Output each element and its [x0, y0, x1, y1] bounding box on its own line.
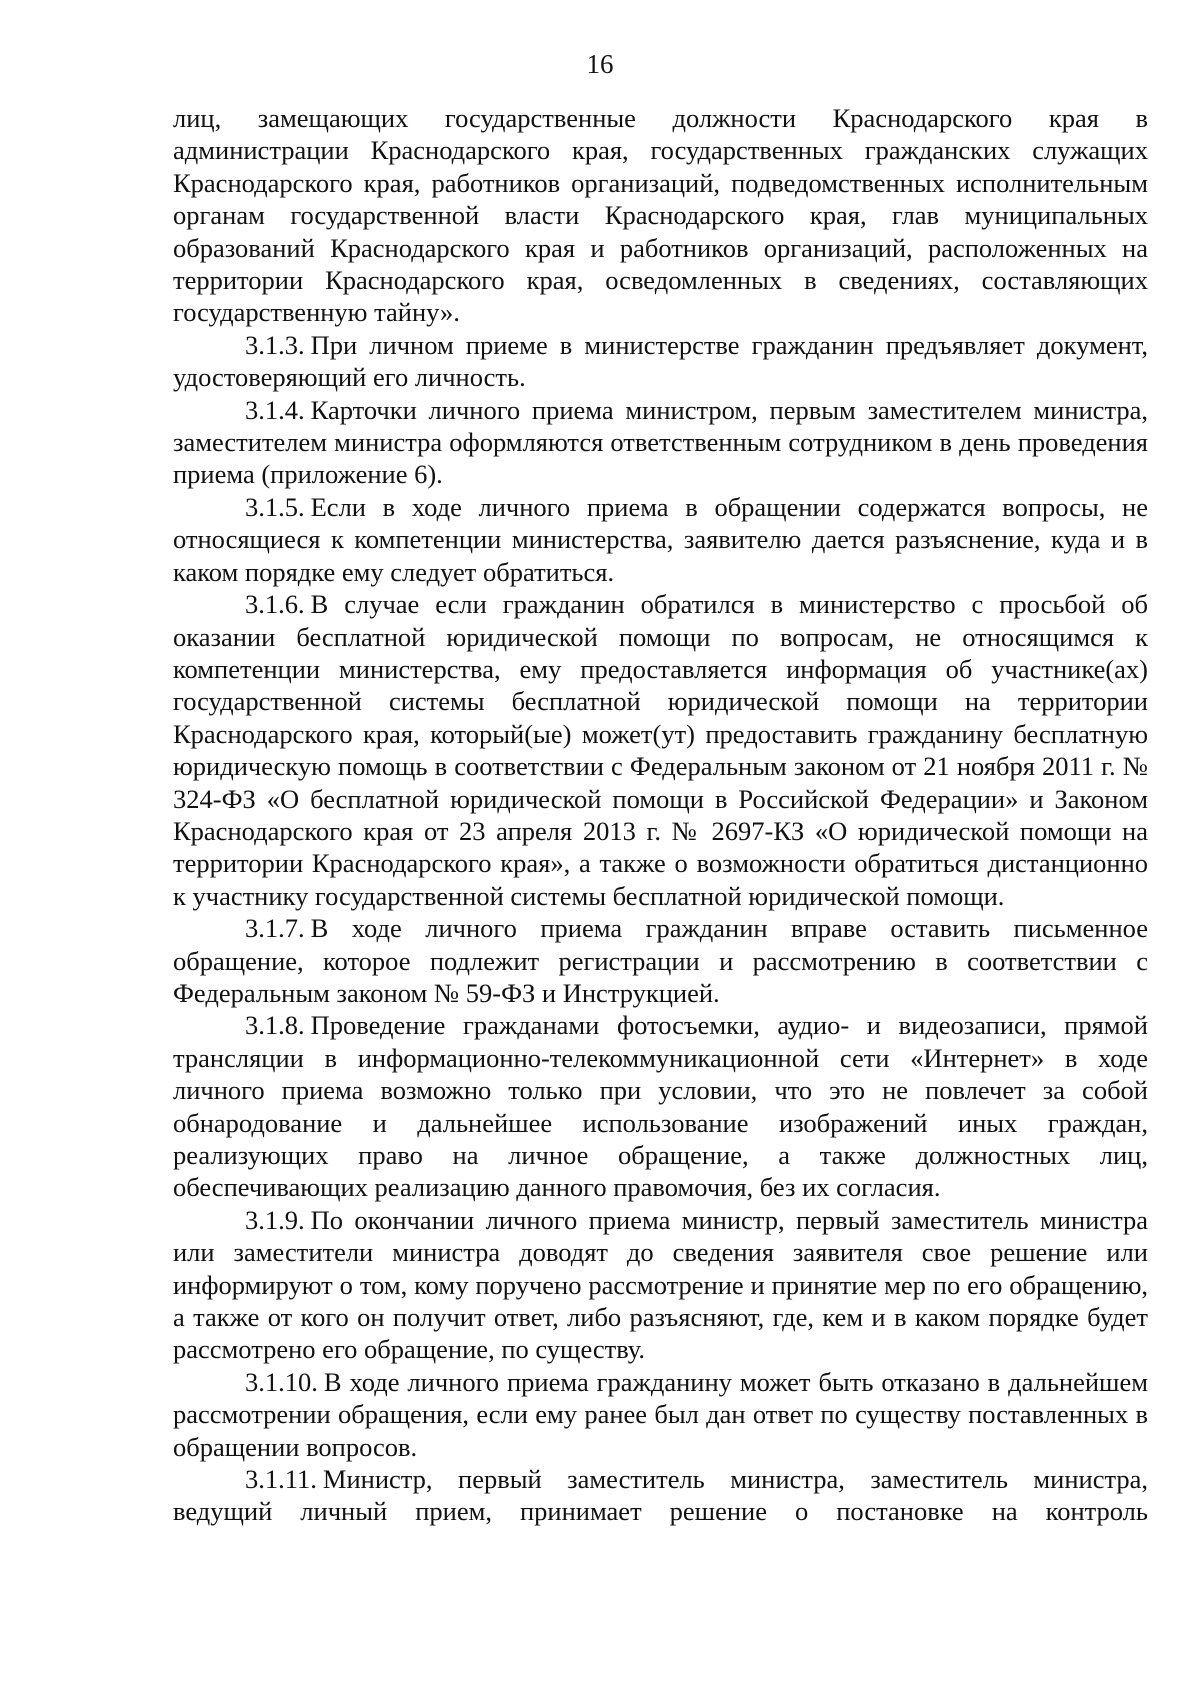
paragraph-number: 3.1.9.: [245, 1204, 305, 1235]
paragraph-3-1-11: [173, 1463, 1148, 1528]
document-body: [173, 102, 1148, 1528]
paragraph-3-1-3: [173, 329, 1148, 394]
paragraph-number: 3.1.3.: [245, 329, 305, 360]
paragraph-number: 3.1.11.: [245, 1464, 317, 1495]
paragraph-text: При личном приеме в министерстве гражданин предъявляет документ, удостоверяющий его личность.: [173, 329, 1148, 393]
paragraph-number: 3.1.8.: [245, 1010, 305, 1041]
paragraph-text: В ходе личного приема гражданин вправе оставить письменное обращение, которое подлежит регистрации и рассмотрению в соответствии с Федеральным законом № 59-ФЗ и Инструкцией.: [173, 913, 1148, 1008]
paragraph-3-1-8: [173, 1009, 1148, 1203]
paragraph-3-1-4: [173, 394, 1148, 491]
paragraph-3-1-7: [173, 912, 1148, 1009]
paragraph-continuation: [173, 102, 1148, 329]
paragraph-text: В случае если гражданин обратился в министерство с просьбой об оказании бесплатной юридической помощи по вопросам, не относящимся к компетенции министерства, ему предоставляется информация об участнике(ах) государственной системы бесплатной юридической помощи на территории Краснодарского края, который(ые) может(ут) предоставить гражданину бесплатную юридическую помощь в соответствии с Федеральным законом от 21 ноября 2011 г. № 324-ФЗ «О бесплатной юридической помощи в Российской Федерации» и Законом Краснодарского края от 23 апреля 2013 г. № 2697-КЗ «О юридической помощи на территории Краснодарского края», а также о возможности обратиться дистанционно к участнику государственной системы бесплатной юридической помощи.: [173, 589, 1148, 911]
paragraph-3-1-10: [173, 1366, 1148, 1463]
paragraph-3-1-6: [173, 588, 1148, 912]
paragraph-text: лиц, замещающих государственные должности Краснодарского края в администрации Краснодарского края, государственных гражданских служащих Краснодарского края, работников организаций, подведомственных исполнительным органам государственной власти Краснодарского края, глав муниципальных образований Краснодарского края и работников организаций, расположенных на территории Краснодарского края, осведомленных в сведениях, составляющих государственную тайну».: [173, 103, 1148, 328]
paragraph-text: Карточки личного приема министром, первым заместителем министра, заместителем министра оформляются ответственным сотрудником в день проведения приема (приложение 6).: [173, 394, 1148, 490]
paragraph-text: По окончании личного приема министр, первый заместитель министра или заместители министра доводят до сведения заявителя свое решение или информируют о том, кому поручено рассмотрение и принятие мер по его обращению, а также от кого он получит ответ, либо разъясняют, где, кем и в каком порядке будет рассмотрено его обращение, по существу.: [173, 1204, 1148, 1365]
paragraph-number: 3.1.6.: [245, 589, 305, 620]
paragraph-number: 3.1.7.: [245, 913, 305, 944]
paragraph-3-1-5: [173, 491, 1148, 588]
page-number: 16: [586, 49, 614, 79]
paragraph-text: Проведение гражданами фотосъемки, аудио- и видеозаписи, прямой трансляции в информационно-телекоммуникационной сети «Интернет» в ходе личного приема возможно только при условии, что это не повлечет за собой обнародование и дальнейшее использование изображений иных граждан, реализующих право на личное обращение, а также должностных лиц, обеспечивающих реализацию данного правомочия, без их согласия.: [173, 1010, 1148, 1203]
paragraph-text: В ходе личного приема гражданину может быть отказано в дальнейшем рассмотрении обращения, если ему ранее был дан ответ по существу поставленных в обращении вопросов.: [173, 1366, 1148, 1462]
paragraph-number: 3.1.5.: [245, 491, 305, 522]
paragraph-number: 3.1.10.: [245, 1366, 318, 1397]
paragraph-text: Если в ходе личного приема в обращении содержатся вопросы, не относящиеся к компетенции министерства, заявителю дается разъяснение, куда и в каком порядке ему следует обратиться.: [173, 491, 1148, 587]
paragraph-number: 3.1.4.: [245, 394, 305, 425]
paragraph-text: Министр, первый заместитель министра, заместитель министра, ведущий личный прием, принимает решение о постановке на контроль: [173, 1464, 1148, 1527]
paragraph-3-1-9: [173, 1204, 1148, 1366]
